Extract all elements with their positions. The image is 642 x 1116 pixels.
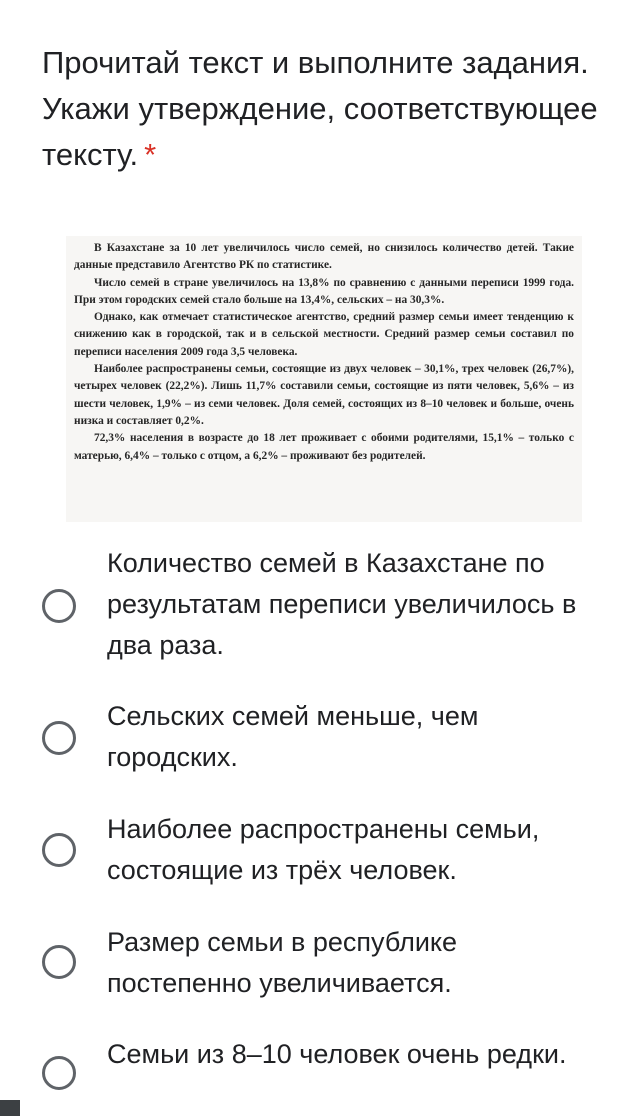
option-label[interactable]: Семьи из 8–10 человек очень редки. (107, 1039, 567, 1069)
passage-paragraph: Наиболее распространены семьи, состоящие из двух человек – 30,1%, трех человек (26,7%), четырех человек (22,2%). Лишь 11,7% составили семьи, состоящие из пяти человек, 5,6% – из шести человек, 1,9% – из семи человек. Доля семей, состоящих из 8–10 человек и больше, очень низка и составляет 0,2%. (74, 363, 574, 427)
question-text: Прочитай текст и выполните задания. Укажи утверждение, соответствующее тексту. (42, 45, 598, 172)
corner-badge (0, 1100, 20, 1116)
passage-paragraph: 72,3% населения в возрасте до 18 лет проживает с обоими родителями, 15,1% – только с матерью, 6,4% – только с отцом, а 6,2% – проживают без родителей. (74, 432, 574, 462)
radio-button[interactable] (42, 721, 76, 755)
option-label[interactable]: Наиболее распространены семьи, состоящие из трёх человек. (107, 814, 540, 885)
required-asterisk: * (144, 137, 157, 172)
option-label[interactable]: Сельских семей меньше, чем городских. (107, 701, 479, 772)
passage-paragraph: Число семей в стране увеличилось на 13,8% по сравнению с данными переписи 1999 года. При этом городских семей стало больше на 13,4%, сельских – на 30,3%. (74, 276, 574, 306)
passage-paragraph: В Казахстане за 10 лет увеличилось число семей, но снизилось количество детей. Такие данные представило Агентство РК по статистике. (74, 242, 574, 272)
question-title (42, 40, 602, 178)
radio-button[interactable] (42, 833, 76, 867)
option-label[interactable]: Размер семьи в республике постепенно увеличивается. (107, 927, 458, 998)
passage-image (66, 236, 582, 522)
radio-button[interactable] (42, 1056, 76, 1090)
radio-button[interactable] (42, 589, 76, 623)
radio-button[interactable] (42, 945, 76, 979)
option-label[interactable]: Количество семей в Казахстане по результатам переписи увеличилось в два раза. (107, 548, 577, 660)
passage-text (66, 236, 582, 465)
passage-paragraph: Однако, как отмечает статистическое агентство, средний размер семьи имеет тенденцию к снижению как в городской, так и в сельской местности. Средний размер семьи составил по переписи населения 2009 года 3,5 человека. (74, 311, 574, 358)
